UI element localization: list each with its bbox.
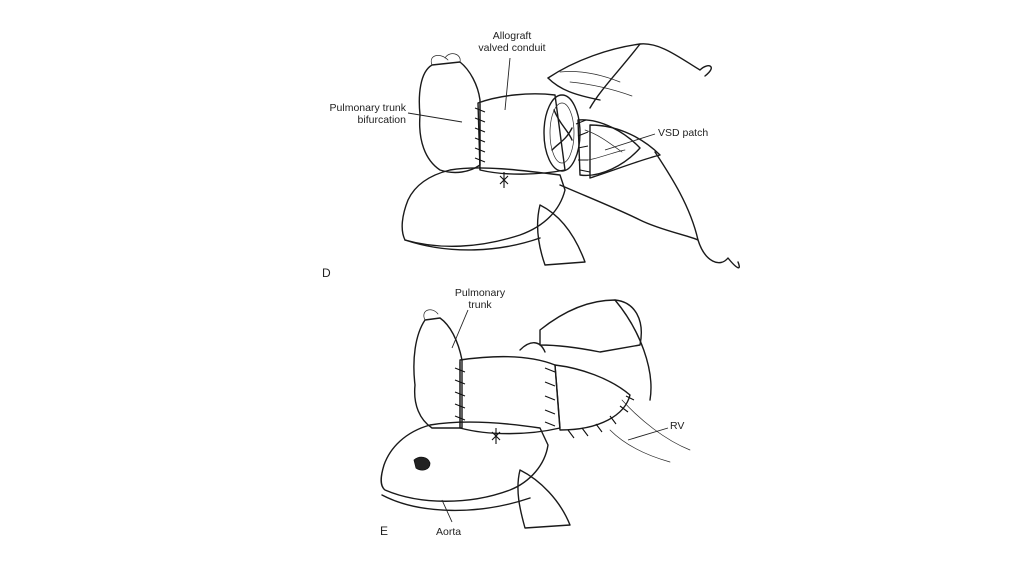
panel-letter-e: E [380, 524, 389, 538]
suture-mark-e [492, 428, 500, 444]
label-pulmonary-trunk [440, 287, 520, 311]
ventriculotomy-flap [590, 125, 660, 178]
conduit-open-end [544, 95, 580, 171]
vsd-patch [578, 120, 640, 176]
label-rv: RV [670, 420, 685, 432]
label-allograft-line1: Allograft [492, 30, 532, 42]
pulmonary-trunk-bifurcation [419, 62, 480, 172]
panel-e-drawing [381, 300, 690, 528]
allograft-conduit [478, 94, 565, 174]
label-vsd-patch: VSD patch [658, 127, 709, 139]
label-pulmonary-trunk-line2: trunk [468, 299, 492, 311]
leader-allograft [505, 58, 510, 110]
aortic-cannulation-site [414, 457, 430, 470]
label-pulmonary-trunk-line1: Pulmonary [454, 287, 506, 299]
leader-vsd-patch [605, 134, 655, 150]
leader-pt-bifurcation [408, 113, 462, 122]
leader-pulmonary-trunk [452, 310, 468, 348]
panel-letter-d: D [322, 266, 331, 280]
pulmonary-trunk [414, 318, 462, 428]
rv-free-wall-edge [655, 152, 739, 268]
aorta-d [402, 168, 565, 246]
panel-e-leaders [442, 310, 668, 522]
retracted-tissue-edge [548, 44, 711, 78]
label-aorta: Aorta [436, 526, 462, 538]
label-allograft-conduit [462, 30, 562, 54]
label-allograft-line2: valved conduit [478, 42, 546, 54]
aorta-e [381, 422, 548, 501]
label-pt-bifurcation-line2: bifurcation [357, 114, 406, 126]
panel-d-drawing [402, 44, 739, 268]
label-pt-bifurcation-line1: Pulmonary trunk [329, 102, 406, 114]
label-pt-bifurcation [300, 102, 406, 126]
conduit-hood [555, 365, 630, 430]
leader-rv [628, 428, 668, 440]
